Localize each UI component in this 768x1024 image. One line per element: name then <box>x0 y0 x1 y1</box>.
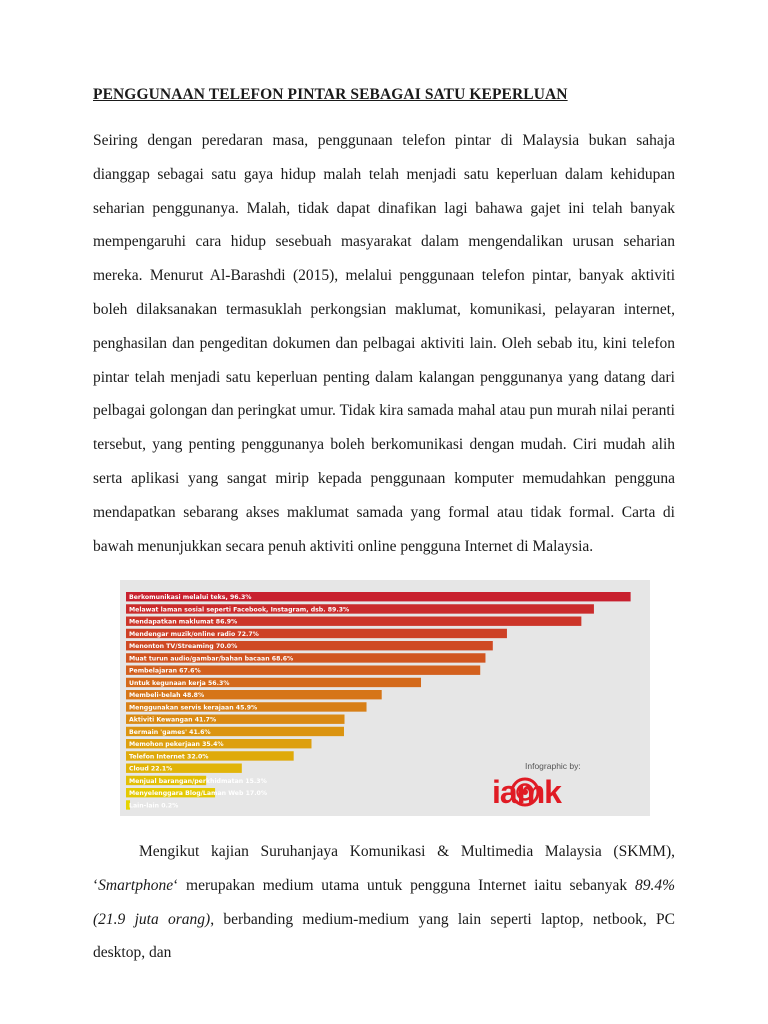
bar-label-12: Bermain 'games' 41.6% <box>129 728 211 736</box>
bar-label-9: Membeli-belah 48.8% <box>129 692 205 700</box>
bar-chart <box>120 580 650 816</box>
bar-label-1: Berkomunikasi melalui teks, 96.3% <box>129 594 252 602</box>
logo-credit-text: Infographic by: <box>525 761 581 771</box>
bar-label-5: Menonton TV/Streaming 70.0% <box>129 643 238 651</box>
bar-label-15: Cloud 22.1% <box>129 765 173 773</box>
bar-label-6: Muat turun audio/gambar/bahan bacaan 68.6% <box>129 655 294 663</box>
bar-label-13: Memohon pekerjaan 35.4% <box>129 741 224 749</box>
bar-label-14: Telefon Internet 32.0% <box>129 753 209 761</box>
bar-label-17: Menyelenggara Blog/Laman Web 17.0% <box>129 790 268 798</box>
bar-label-4: Mendengar muzik/online radio 72.7% <box>129 630 259 638</box>
logo-brand-text: iamk <box>492 774 561 810</box>
paragraph-skmm <box>93 835 675 970</box>
paragraph-skmm-smartphone: Smartphone <box>98 876 174 894</box>
bar-label-7: Pembelajaran 67.6% <box>129 667 201 675</box>
paragraph-intro: Seiring dengan peredaran masa, penggunaan telefon pintar di Malaysia bukan sahaja dianggap sebagai satu gaya hidup malah telah menjadi satu keperluan dalam kehidupan seharian penggunanya. Malah, tidak dapat dinafikan lagi bahawa gajet ini telah banyak mempengaruhi cara hidup sesebuah masyarakat dalam mengendalikan urusan seharian mereka. Menurut Al-Barashdi (2015), melalui penggunaan telefon pintar, banyak aktiviti boleh dilaksanakan termasuklah perkongsian maklumat, komunikasi, pelayaran internet, penghasilan dan pengeditan dokumen dan pelbagai aktiviti lain. Oleh sebab itu, kini telefon pintar telah menjadi satu keperluan penting dalam kalangan penggunanya yang datang dari pelbagai golongan dan peringkat umur. Tidak kira samada mahal atau pun murah nilai peranti tersebut, yang penting penggunanya boleh berkomunikasi dengan mudah. Ciri mudah alih serta aplikasi yang sangat mirip kepada penggunaan komputer memudahkan pengguna mendapatkan sebarang akses maklumat samada yang formal atau tidak formal. Carta di bawah menunjukkan secara penuh aktiviti online pengguna Internet di Malaysia. <box>93 132 675 555</box>
bar-label-18: Lain-lain 0.2% <box>129 802 179 810</box>
brand-logo <box>492 761 581 810</box>
paragraph-skmm-part3: , berbanding medium-medium yang lain seperti laptop, netbook, PC desktop, dan <box>93 910 675 962</box>
document-title: PENGGUNAAN TELEFON PINTAR SEBAGAI SATU KEPERLUAN <box>93 86 568 103</box>
paragraph-skmm-stat: 89.4% (21.9 juta orang) <box>93 876 675 928</box>
bar-label-2: Melawat laman sosial seperti Facebook, Instagram, dsb. 89.3% <box>129 606 350 614</box>
bar-label-10: Menggunakan servis kerajaan 45.9% <box>129 704 258 712</box>
bar-label-3: Mendapatkan maklumat 86.9% <box>129 618 238 626</box>
bar-label-16: Menjual barangan/perkhidmatan 15.3% <box>129 777 267 785</box>
paragraph-skmm-part2: ‘ merupakan medium utama untuk pengguna Internet iaitu sebanyak <box>173 876 635 894</box>
bar-label-8: Untuk kegunaan kerja 56.3% <box>129 679 230 687</box>
paragraph-skmm-part1: Mengikut kajian Suruhanjaya Komunikasi & Multimedia Malaysia (SKMM), ‘ <box>93 843 675 894</box>
infographic-online-activities <box>120 580 650 816</box>
bar-label-11: Aktiviti Kewangan 41.7% <box>129 716 217 724</box>
